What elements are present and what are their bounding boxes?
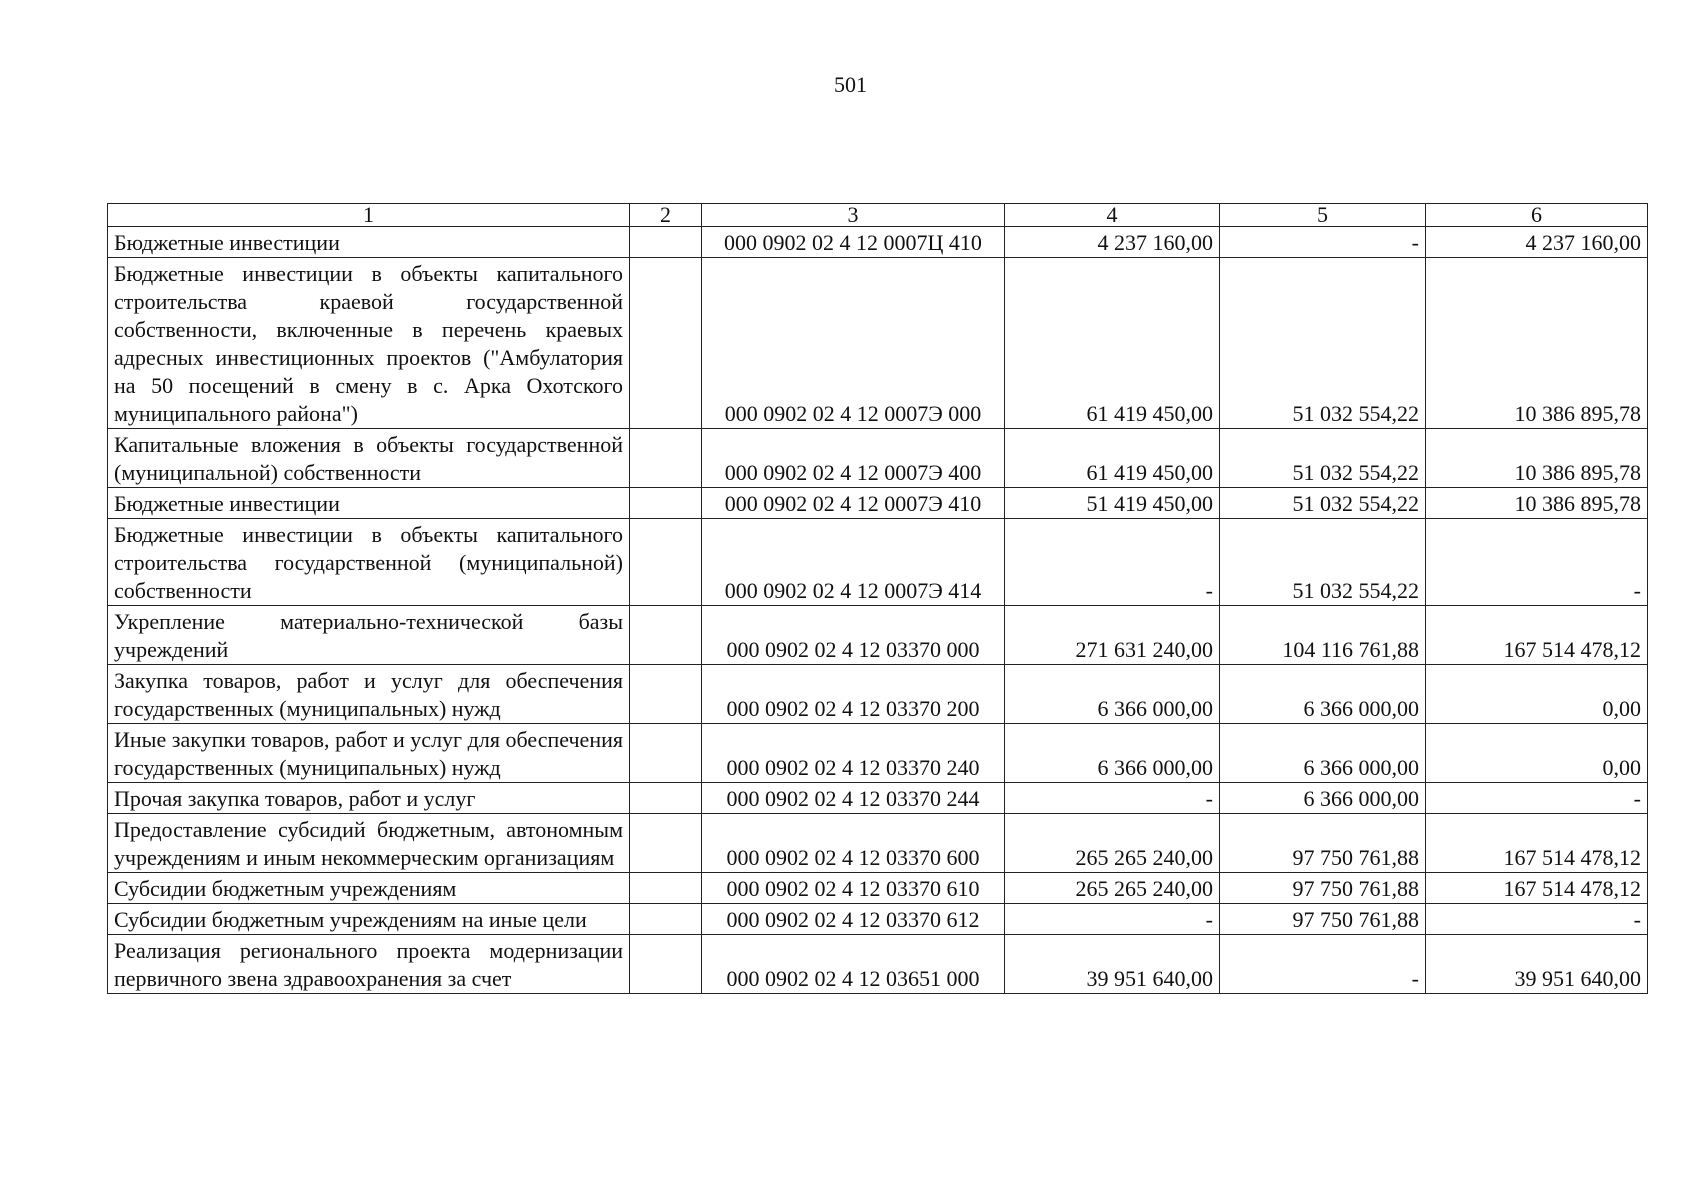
item-name: Прочая закупка товаров, работ и услуг — [108, 783, 630, 814]
column-4-amount: 51 419 450,00 — [1005, 488, 1220, 519]
item-name: Иные закупки товаров, работ и услуг для обеспечения государственных (муниципальных) нужд — [108, 724, 630, 783]
table-row — [108, 904, 1648, 935]
column-6-amount: - — [1426, 904, 1648, 935]
column-2-value — [630, 519, 702, 606]
table-row — [108, 429, 1648, 488]
page-number: 501 — [834, 72, 867, 97]
column-4-amount: 39 951 640,00 — [1005, 935, 1220, 994]
budget-code: 000 0902 02 4 12 03370 240 — [702, 724, 1005, 783]
column-5-amount: 51 032 554,22 — [1220, 519, 1426, 606]
table-row — [108, 665, 1648, 724]
column-6-amount: 0,00 — [1426, 724, 1648, 783]
column-4-amount: - — [1005, 519, 1220, 606]
column-header-5: 5 — [1220, 204, 1426, 227]
column-5-amount: - — [1220, 935, 1426, 994]
column-6-amount: 167 514 478,12 — [1426, 814, 1648, 873]
column-6-amount: - — [1426, 783, 1648, 814]
budget-code: 000 0902 02 4 12 03651 000 — [702, 935, 1005, 994]
column-6-amount: 167 514 478,12 — [1426, 606, 1648, 665]
item-name: Укрепление материально-технической базы учреждений — [108, 606, 630, 665]
budget-code: 000 0902 02 4 12 0007Э 000 — [702, 258, 1005, 429]
column-2-value — [630, 724, 702, 783]
column-6-amount: - — [1426, 519, 1648, 606]
column-5-amount: 6 366 000,00 — [1220, 783, 1426, 814]
table-row — [108, 488, 1648, 519]
column-5-amount: 97 750 761,88 — [1220, 814, 1426, 873]
column-2-value — [630, 488, 702, 519]
item-name: Бюджетные инвестиции в объекты капитального строительства краевой государственной собственности, включенные в перечень краевых адресных инвестиционных проектов ("Амбулатория на 50 посещений в смену в с. Арка Охотского муниципального района") — [108, 258, 630, 429]
table-row — [108, 814, 1648, 873]
item-name: Капитальные вложения в объекты государственной (муниципальной) собственности — [108, 429, 630, 488]
budget-code: 000 0902 02 4 12 03370 244 — [702, 783, 1005, 814]
column-2-value — [630, 873, 702, 904]
item-name: Реализация регионального проекта модернизации первичного звена здравоохранения за счет — [108, 935, 630, 994]
item-name: Закупка товаров, работ и услуг для обеспечения государственных (муниципальных) нужд — [108, 665, 630, 724]
column-5-amount: - — [1220, 227, 1426, 258]
column-5-amount: 97 750 761,88 — [1220, 904, 1426, 935]
budget-code: 000 0902 02 4 12 03370 612 — [702, 904, 1005, 935]
budget-code: 000 0902 02 4 12 03370 000 — [702, 606, 1005, 665]
table-row — [108, 606, 1648, 665]
column-5-amount: 97 750 761,88 — [1220, 873, 1426, 904]
table-row — [108, 783, 1648, 814]
column-2-value — [630, 227, 702, 258]
table-row — [108, 519, 1648, 606]
column-4-amount: 271 631 240,00 — [1005, 606, 1220, 665]
column-5-amount: 51 032 554,22 — [1220, 258, 1426, 429]
item-name: Субсидии бюджетным учреждениям — [108, 873, 630, 904]
budget-code: 000 0902 02 4 12 03370 610 — [702, 873, 1005, 904]
budget-code: 000 0902 02 4 12 0007Э 400 — [702, 429, 1005, 488]
column-2-value — [630, 665, 702, 724]
column-header-3: 3 — [702, 204, 1005, 227]
column-4-amount: 265 265 240,00 — [1005, 814, 1220, 873]
item-name: Субсидии бюджетным учреждениям на иные цели — [108, 904, 630, 935]
table-row — [108, 873, 1648, 904]
column-6-amount: 10 386 895,78 — [1426, 429, 1648, 488]
budget-code: 000 0902 02 4 12 0007Ц 410 — [702, 227, 1005, 258]
column-5-amount: 6 366 000,00 — [1220, 665, 1426, 724]
item-name: Бюджетные инвестиции в объекты капитального строительства государственной (муниципальной) собственности — [108, 519, 630, 606]
column-2-value — [630, 814, 702, 873]
column-2-value — [630, 429, 702, 488]
column-5-amount: 104 116 761,88 — [1220, 606, 1426, 665]
column-4-amount: 61 419 450,00 — [1005, 429, 1220, 488]
budget-code: 000 0902 02 4 12 03370 600 — [702, 814, 1005, 873]
column-5-amount: 51 032 554,22 — [1220, 429, 1426, 488]
column-6-amount: 4 237 160,00 — [1426, 227, 1648, 258]
budget-code: 000 0902 02 4 12 03370 200 — [702, 665, 1005, 724]
column-header-2: 2 — [630, 204, 702, 227]
table-row — [108, 227, 1648, 258]
column-6-amount: 0,00 — [1426, 665, 1648, 724]
column-6-amount: 39 951 640,00 — [1426, 935, 1648, 994]
column-4-amount: - — [1005, 904, 1220, 935]
column-6-amount: 167 514 478,12 — [1426, 873, 1648, 904]
table-row — [108, 724, 1648, 783]
table-row — [108, 258, 1648, 429]
column-2-value — [630, 904, 702, 935]
budget-code: 000 0902 02 4 12 0007Э 414 — [702, 519, 1005, 606]
budget-code: 000 0902 02 4 12 0007Э 410 — [702, 488, 1005, 519]
column-4-amount: 6 366 000,00 — [1005, 724, 1220, 783]
column-4-amount: 265 265 240,00 — [1005, 873, 1220, 904]
column-5-amount: 51 032 554,22 — [1220, 488, 1426, 519]
table-row — [108, 935, 1648, 994]
column-2-value — [630, 606, 702, 665]
column-4-amount: 61 419 450,00 — [1005, 258, 1220, 429]
column-4-amount: 4 237 160,00 — [1005, 227, 1220, 258]
header-row — [108, 204, 1648, 227]
item-name: Бюджетные инвестиции — [108, 227, 630, 258]
item-name: Бюджетные инвестиции — [108, 488, 630, 519]
column-6-amount: 10 386 895,78 — [1426, 488, 1648, 519]
column-2-value — [630, 258, 702, 429]
column-header-1: 1 — [108, 204, 630, 227]
item-name: Предоставление субсидий бюджетным, автономным учреждениям и иным некоммерческим организациям — [108, 814, 630, 873]
budget-table — [107, 203, 1648, 994]
column-header-4: 4 — [1005, 204, 1220, 227]
column-5-amount: 6 366 000,00 — [1220, 724, 1426, 783]
column-4-amount: 6 366 000,00 — [1005, 665, 1220, 724]
column-2-value — [630, 783, 702, 814]
column-4-amount: - — [1005, 783, 1220, 814]
column-6-amount: 10 386 895,78 — [1426, 258, 1648, 429]
column-2-value — [630, 935, 702, 994]
column-header-6: 6 — [1426, 204, 1648, 227]
